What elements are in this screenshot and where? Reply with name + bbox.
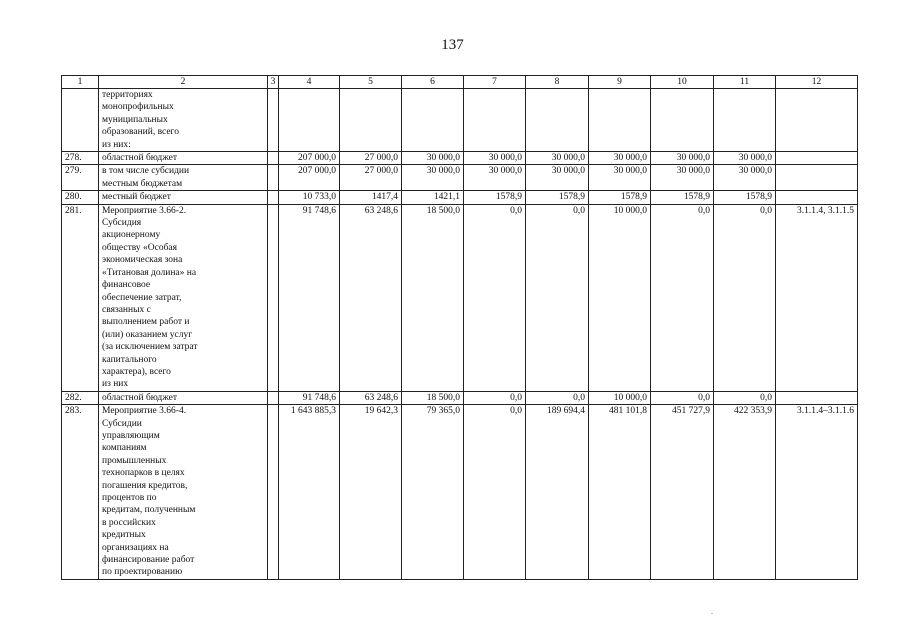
table-row <box>62 89 858 152</box>
cell: 0,0 <box>464 391 526 404</box>
cell <box>268 405 279 580</box>
cell <box>279 89 340 152</box>
cell: 481 101,8 <box>589 405 651 580</box>
row-number <box>62 89 99 152</box>
cell: 10 000,0 <box>589 204 651 391</box>
cell: 0,0 <box>526 391 589 404</box>
cell: 1417,4 <box>340 191 402 204</box>
cell: 0,0 <box>651 391 714 404</box>
cell: 91 748,6 <box>279 204 340 391</box>
row-name: местный бюджет <box>99 191 268 204</box>
cell: 0,0 <box>714 204 776 391</box>
cell: 0,0 <box>651 204 714 391</box>
column-header: 12 <box>776 76 858 89</box>
cell <box>464 89 526 152</box>
cell <box>526 89 589 152</box>
cell: 1578,9 <box>651 191 714 204</box>
cell: 18 500,0 <box>402 204 464 391</box>
row-number: 280. <box>62 191 99 204</box>
column-header: 2 <box>99 76 268 89</box>
row-number: 281. <box>62 204 99 391</box>
cell: 30 000,0 <box>402 152 464 165</box>
column-header: 11 <box>714 76 776 89</box>
column-header: 8 <box>526 76 589 89</box>
table-row <box>62 191 858 204</box>
cell: 30 000,0 <box>464 165 526 191</box>
cell: 30 000,0 <box>464 152 526 165</box>
cell <box>268 204 279 391</box>
cell: 207 000,0 <box>279 152 340 165</box>
cell <box>402 89 464 152</box>
cell: 0,0 <box>464 204 526 391</box>
cell: 27 000,0 <box>340 165 402 191</box>
cell: 10 733,0 <box>279 191 340 204</box>
cell: 18 500,0 <box>402 391 464 404</box>
row-number: 279. <box>62 165 99 191</box>
cell: 0,0 <box>526 204 589 391</box>
cell: 30 000,0 <box>589 152 651 165</box>
cell <box>776 165 858 191</box>
cell: 30 000,0 <box>714 152 776 165</box>
column-header: 7 <box>464 76 526 89</box>
scan-speck <box>711 613 713 614</box>
row-number: 282. <box>62 391 99 404</box>
cell: 27 000,0 <box>340 152 402 165</box>
cell: 79 365,0 <box>402 405 464 580</box>
cell: 1578,9 <box>464 191 526 204</box>
column-header: 9 <box>589 76 651 89</box>
cell <box>776 152 858 165</box>
cell: 19 642,3 <box>340 405 402 580</box>
cell: 30 000,0 <box>526 152 589 165</box>
cell <box>776 89 858 152</box>
cell: 30 000,0 <box>651 152 714 165</box>
cell: 3.1.1.4–3.1.1.6 <box>776 405 858 580</box>
row-number: 278. <box>62 152 99 165</box>
cell <box>714 89 776 152</box>
cell <box>268 191 279 204</box>
row-name: территориях монопрофильных муниципальных образований, всего из них: <box>99 89 268 152</box>
column-header: 10 <box>651 76 714 89</box>
cell <box>268 152 279 165</box>
row-name: областной бюджет <box>99 152 268 165</box>
row-number: 283. <box>62 405 99 580</box>
cell: 30 000,0 <box>714 165 776 191</box>
cell: 10 000,0 <box>589 391 651 404</box>
cell <box>776 391 858 404</box>
budget-table <box>61 75 858 580</box>
table-row <box>62 152 858 165</box>
cell: 0,0 <box>714 391 776 404</box>
row-name: Мероприятие 3.66-4. Субсидии управляющим компаниям промышленных технопарков в целях погашения кредитов, процентов по кредитам, полученным в российских кредитных организациях на финансирование работ по проектированию <box>99 405 268 580</box>
table-row <box>62 405 858 580</box>
cell: 1421,1 <box>402 191 464 204</box>
cell: 63 248,6 <box>340 391 402 404</box>
cell: 3.1.1.4, 3.1.1.5 <box>776 204 858 391</box>
cell: 1578,9 <box>714 191 776 204</box>
page-number: 137 <box>441 37 464 53</box>
cell <box>268 391 279 404</box>
cell <box>268 165 279 191</box>
cell: 1578,9 <box>589 191 651 204</box>
cell: 30 000,0 <box>651 165 714 191</box>
row-name: областной бюджет <box>99 391 268 404</box>
cell <box>776 191 858 204</box>
table-row <box>62 391 858 404</box>
cell: 30 000,0 <box>589 165 651 191</box>
table-row <box>62 204 858 391</box>
cell: 30 000,0 <box>402 165 464 191</box>
cell: 189 694,4 <box>526 405 589 580</box>
cell: 207 000,0 <box>279 165 340 191</box>
column-header: 3 <box>268 76 279 89</box>
cell: 422 353,9 <box>714 405 776 580</box>
cell <box>340 89 402 152</box>
cell: 30 000,0 <box>526 165 589 191</box>
header-row <box>62 76 858 89</box>
column-header: 6 <box>402 76 464 89</box>
row-name: Мероприятие 3.66-2. Субсидия акционерному обществу «Особая экономическая зона «Титановая долина» на финансовое обеспечение затрат, связанных с выполнением работ и (или) оказанием услуг (за исключением затрат капитального характера), всего из них <box>99 204 268 391</box>
cell: 1 643 885,3 <box>279 405 340 580</box>
column-header: 1 <box>62 76 99 89</box>
cell <box>589 89 651 152</box>
column-header: 5 <box>340 76 402 89</box>
cell: 91 748,6 <box>279 391 340 404</box>
row-name: в том числе субсидии местным бюджетам <box>99 165 268 191</box>
cell: 451 727,9 <box>651 405 714 580</box>
table-row <box>62 165 858 191</box>
cell <box>268 89 279 152</box>
column-header: 4 <box>279 76 340 89</box>
cell: 63 248,6 <box>340 204 402 391</box>
cell: 0,0 <box>464 405 526 580</box>
cell <box>651 89 714 152</box>
cell: 1578,9 <box>526 191 589 204</box>
